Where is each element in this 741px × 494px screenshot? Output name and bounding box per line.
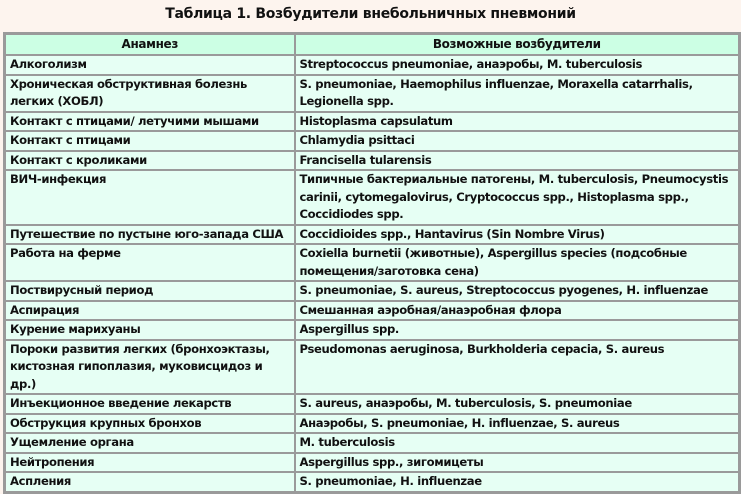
anamnesis-cell: Курение марихуаны (5, 320, 295, 340)
pathogens-cell: Типичные бактериальные патогены, M. tuberculosis, Pneumocystis carinii, cytomegalovirus, Cryptococcus spp., Histoplasma spp., Coccidiodes spp. (295, 170, 740, 225)
anamnesis-cell: Хроническая обструктивная болезнь легких (ХОБЛ) (5, 75, 295, 112)
table-header-row (5, 34, 740, 56)
pathogens-cell: Смешанная аэробная/анаэробная флора (295, 301, 740, 321)
table-row (5, 170, 740, 225)
table-row (5, 75, 740, 112)
anamnesis-cell: Инъекционное введение лекарств (5, 394, 295, 414)
table-row (5, 453, 740, 473)
pathogens-cell: Francisella tularensis (295, 151, 740, 171)
pathogens-cell: M. tuberculosis (295, 433, 740, 453)
pathogens-cell: S. aureus, анаэробы, M. tuberculosis, S. pneumoniae (295, 394, 740, 414)
table-row (5, 225, 740, 245)
pathogens-cell: Aspergillus spp. (295, 320, 740, 340)
table-row (5, 281, 740, 301)
pathogens-cell: Анаэробы, S. pneumoniae, H. influenzae, S. aureus (295, 414, 740, 434)
table-title: Таблица 1. Возбудители внебольничных пневмоний (165, 6, 576, 22)
table-row (5, 131, 740, 151)
table-row (5, 394, 740, 414)
table-row (5, 414, 740, 434)
anamnesis-cell: Поствирусный период (5, 281, 295, 301)
pathogens-cell: Chlamydia psittaci (295, 131, 740, 151)
table-row (5, 151, 740, 171)
anamnesis-cell: Нейтропения (5, 453, 295, 473)
table-row (5, 433, 740, 453)
header-pathogens: Возможные возбудители (295, 34, 740, 56)
anamnesis-cell: Алкоголизм (5, 55, 295, 75)
pathogens-cell: Coxiella burnetii (животные), Aspergillus species (подсобные помещения/заготовка сена) (295, 244, 740, 281)
anamnesis-cell: Аспления (5, 472, 295, 492)
anamnesis-cell: Пороки развития легких (бронхоэктазы, кистозная гипоплазия, муковисцидоз и др.) (5, 340, 295, 395)
table-row (5, 244, 740, 281)
pathogens-cell: S. pneumoniae, H. influenzae (295, 472, 740, 492)
pathogens-cell: S. pneumoniae, S. aureus, Streptococcus pyogenes, H. influenzae (295, 281, 740, 301)
anamnesis-cell: Контакт с птицами (5, 131, 295, 151)
table-row (5, 301, 740, 321)
anamnesis-cell: Обструкция крупных бронхов (5, 414, 295, 434)
table-row (5, 340, 740, 395)
header-anamnesis: Анамнез (5, 34, 295, 56)
pathogens-cell: Histoplasma capsulatum (295, 112, 740, 132)
table-row (5, 320, 740, 340)
anamnesis-cell: Контакт с кроликами (5, 151, 295, 171)
anamnesis-cell: ВИЧ-инфекция (5, 170, 295, 225)
anamnesis-cell: Контакт с птицами/ летучими мышами (5, 112, 295, 132)
pathogens-cell: Pseudomonas aeruginosa, Burkholderia cepacia, S. aureus (295, 340, 740, 395)
pathogens-table (3, 32, 741, 494)
table-row (5, 55, 740, 75)
pathogens-cell: Streptococcus pneumoniae, анаэробы, M. tuberculosis (295, 55, 740, 75)
pathogens-cell: Aspergillus spp., зигомицеты (295, 453, 740, 473)
pathogens-cell: Coccidioides spp., Hantavirus (Sin Nombre Virus) (295, 225, 740, 245)
anamnesis-cell: Ущемление органа (5, 433, 295, 453)
anamnesis-cell: Работа на ферме (5, 244, 295, 281)
table-row (5, 472, 740, 492)
pathogens-cell: S. pneumoniae, Haemophilus influenzae, Moraxella catarrhalis, Legionella spp. (295, 75, 740, 112)
anamnesis-cell: Аспирация (5, 301, 295, 321)
table-row (5, 112, 740, 132)
anamnesis-cell: Путешествие по пустыне юго-запада США (5, 225, 295, 245)
